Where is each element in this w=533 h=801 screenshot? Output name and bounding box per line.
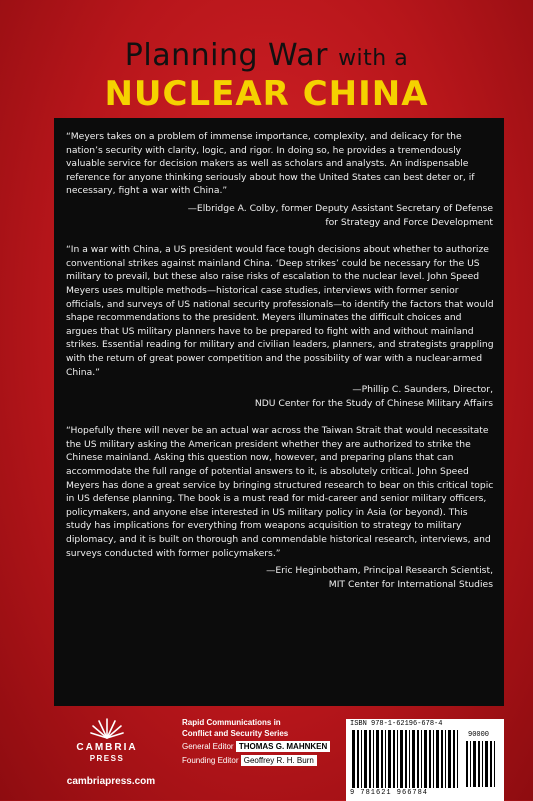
isbn-text: ISBN 978-1-62196-678-4: [350, 720, 443, 728]
publisher-name: CAMBRIA: [76, 742, 138, 753]
title-line-1: [0, 38, 533, 73]
title-line-2: NUCLEAR CHINA: [104, 74, 429, 114]
back-cover-footer: [0, 710, 533, 800]
blurb-quote: “Hopefully there will never be an actual war across the Taiwan Strait that would necessitate the US military asking the American president whether they are authorized to strike the Chinese mainland. Asking this question now, however, and preparing plans that can accommodate the full range of potential answers to it, is absolutely critical. John Speed Meyers has done a great service by bringing structured research to bear on this critical topic in US defense planning. The book is a must read for mid-career and senior military officers, policymakers, and anyone else interested in US military policy in Asia (or beyond). This study has implications for everything from weapons acquisition to strategy to military diplomacy, and it is built on thorough and commendable historical research, interviews, and surveys conducted with former policymakers.”: [66, 425, 494, 559]
isbn-barcode: [346, 719, 504, 801]
publisher-logo: [62, 710, 152, 763]
blurb-2: [66, 243, 495, 410]
price-code: 90000: [468, 731, 490, 739]
blurb-panel: [54, 118, 504, 706]
founding-editor: Founding Editor Geoffrey R. H. Burn: [182, 756, 342, 767]
ean-barcode-bars: [352, 730, 460, 788]
blurb-attribution: —Phillip C. Saunders, Director, NDU Center for the Study of Chinese Military Affairs: [254, 384, 493, 409]
price-barcode-bars: [466, 741, 498, 787]
general-editor: General Editor THOMAS G. MAHNKEN: [182, 742, 342, 753]
blurb-3: [66, 424, 495, 591]
sunburst-icon: [90, 716, 124, 740]
barcode-number: 9 781621 966784: [350, 789, 429, 797]
title-small: with a: [338, 46, 409, 71]
blurb-attribution: —Elbridge A. Colby, former Deputy Assistant Secretary of Defense for Strategy and Force Development: [187, 202, 493, 228]
publisher-url: cambriapress.com: [66, 776, 156, 787]
blurb-quote: “Meyers takes on a problem of immense importance, complexity, and delicacy for the nation’s security with clarity, logic, and rigor. In doing so, he provides a tremendously valuable service for decision makers as well as scholars and analysts. An indispensable reference for anyone thinking seriously about how the United States can best deter or, if necessary, fight a war with China.”: [66, 131, 475, 197]
blurb-1: [66, 130, 495, 229]
blurb-quote: “In a war with China, a US president would face tough decisions about whether to authorize conventional strikes against mainland China. ‘Deep strikes’ could be necessary for the US military to prevail, but these also raise risks of escalation to the nuclear level. John Speed Meyers uses multiple methods—historical case studies, interviews with former senior officials, and surveys of US national security professionals—to identify the factors that would shape recommendations to the president. Meyers illuminates the difficult choices and argues that US military planners have to be prepared to fight with and without mainland strikes. Essential reading for military and civilian leaders, planners, and strategists grappling with the return of great power competition and the possibility of war with a nuclear-armed China.”: [66, 244, 494, 378]
blurb-attribution: —Eric Heginbotham, Principal Research Scientist, MIT Center for International Studies: [266, 565, 493, 590]
series-info: Rapid Communications in Conflict and Security Series General Editor THOMAS G. MAHNKEN Founding Editor Geoffrey R. H. Burn: [182, 718, 342, 766]
title-main: Planning War: [124, 38, 329, 73]
publisher-sub: PRESS: [89, 754, 125, 763]
